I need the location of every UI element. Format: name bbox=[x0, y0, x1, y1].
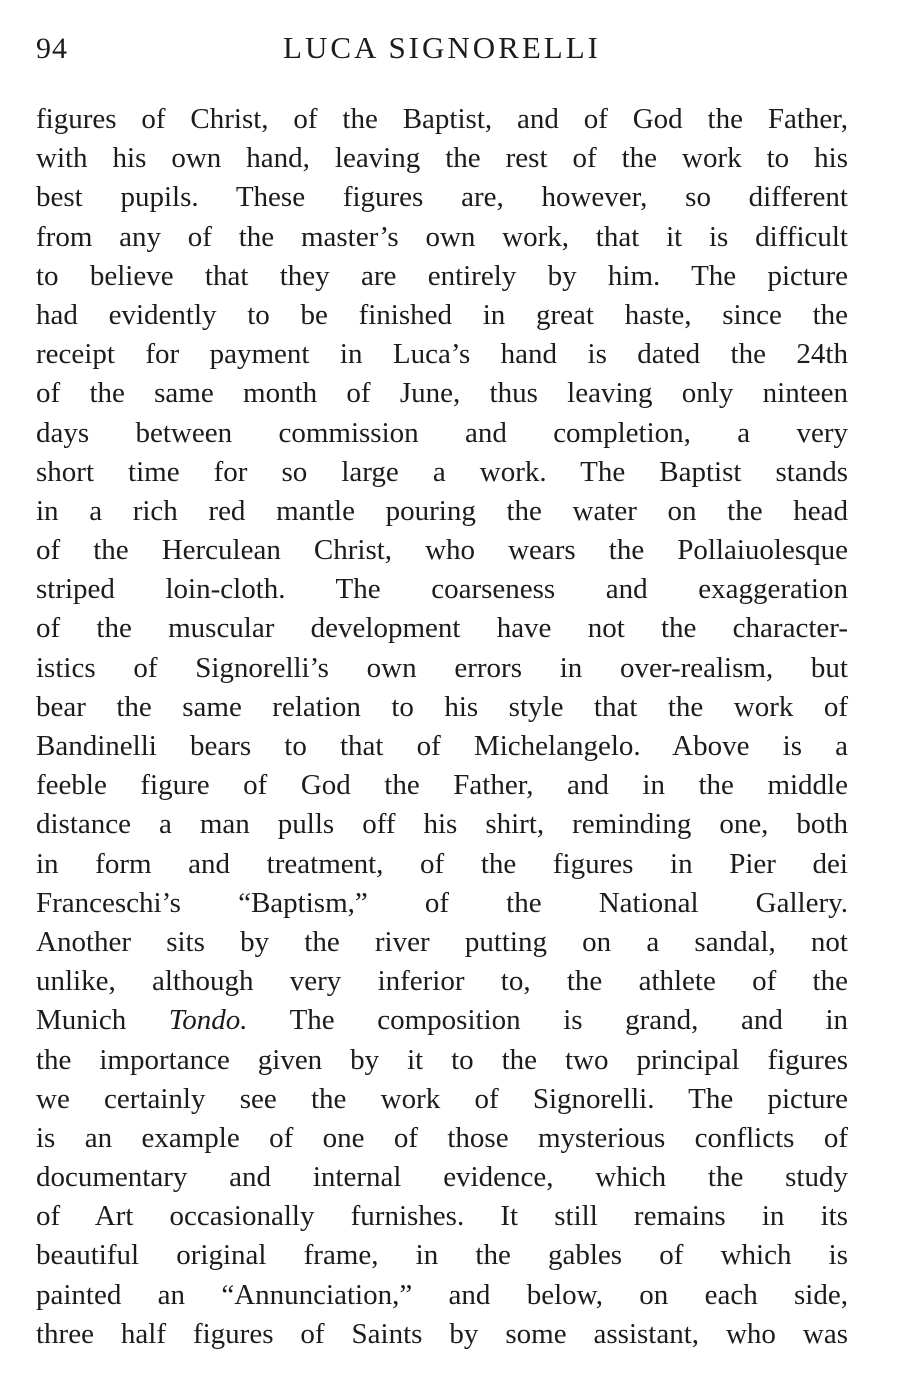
text-line-23: unlike, although very inferior to, the athlete of the bbox=[36, 965, 848, 998]
italic-title-tondo: Tondo. bbox=[168, 1004, 248, 1037]
page-number: 94 bbox=[36, 32, 68, 65]
text-line-19: distance a man pulls off his shirt, reminding one, both bbox=[36, 808, 848, 841]
text-line-8: of the same month of June, thus leaving only ninteen bbox=[36, 377, 848, 410]
text-line-9: days between commission and completion, a very bbox=[36, 416, 848, 449]
text-line-18: feeble figure of God the Father, and in the middle bbox=[36, 769, 848, 802]
body-text bbox=[36, 100, 848, 1354]
text-line-10: short time for so large a work. The Baptist stands bbox=[36, 455, 848, 488]
text-line-15: istics of Signorelli’s own errors in over-realism, but bbox=[36, 651, 848, 684]
text-line-32: three half figures of Saints by some assistant, who was bbox=[36, 1317, 848, 1350]
text-line-31: painted an “Annunciation,” and below, on each side, bbox=[36, 1278, 848, 1311]
text-line-26: we certainly see the work of Signorelli. The picture bbox=[36, 1082, 848, 1115]
running-head bbox=[36, 30, 848, 74]
text-line-11: in a rich red mantle pouring the water on the head bbox=[36, 494, 848, 527]
running-title: LUCA SIGNORELLI bbox=[283, 30, 601, 65]
text-line-28: documentary and internal evidence, which the study bbox=[36, 1161, 848, 1194]
text-line-3: best pupils. These figures are, however, so different bbox=[36, 181, 848, 214]
line-24-before: Munich bbox=[36, 1004, 169, 1037]
text-line-6: had evidently to be finished in great haste, since the bbox=[36, 298, 848, 331]
text-line-13: striped loin-cloth. The coarseness and exaggeration bbox=[36, 573, 848, 606]
text-line-30: beautiful original frame, in the gables of which is bbox=[36, 1239, 848, 1272]
text-line-20: in form and treatment, of the figures in Pier dei bbox=[36, 847, 848, 880]
text-line-29: of Art occasionally furnishes. It still remains in its bbox=[36, 1200, 848, 1233]
text-line-1: figures of Christ, of the Baptist, and of God the Father, bbox=[36, 103, 848, 135]
text-line-21: Franceschi’s “Baptism,” of the National Gallery. bbox=[36, 886, 848, 919]
text-line-16: bear the same relation to his style that the work of bbox=[36, 690, 848, 723]
text-line-12: of the Herculean Christ, who wears the Pollaiuolesque bbox=[36, 534, 848, 567]
text-line-7: receipt for payment in Luca’s hand is dated the 24th bbox=[36, 338, 848, 371]
text-line-25: the importance given by it to the two principal figures bbox=[36, 1043, 848, 1076]
line-24-after: The composition is grand, and in bbox=[247, 1004, 848, 1037]
text-line-2: with his own hand, leaving the rest of the work to his bbox=[36, 142, 848, 175]
text-line-17: Bandinelli bears to that of Michelangelo. Above is a bbox=[36, 730, 848, 762]
text-line-27: is an example of one of those mysterious conflicts of bbox=[36, 1121, 848, 1154]
text-line-22: Another sits by the river putting on a sandal, not bbox=[36, 925, 848, 958]
text-line-4: from any of the master’s own work, that it is difficult bbox=[36, 220, 848, 253]
text-line-24 bbox=[36, 1001, 848, 1040]
text-line-5: to believe that they are entirely by him. The picture bbox=[36, 259, 848, 292]
text-line-14: of the muscular development have not the character- bbox=[36, 612, 848, 645]
